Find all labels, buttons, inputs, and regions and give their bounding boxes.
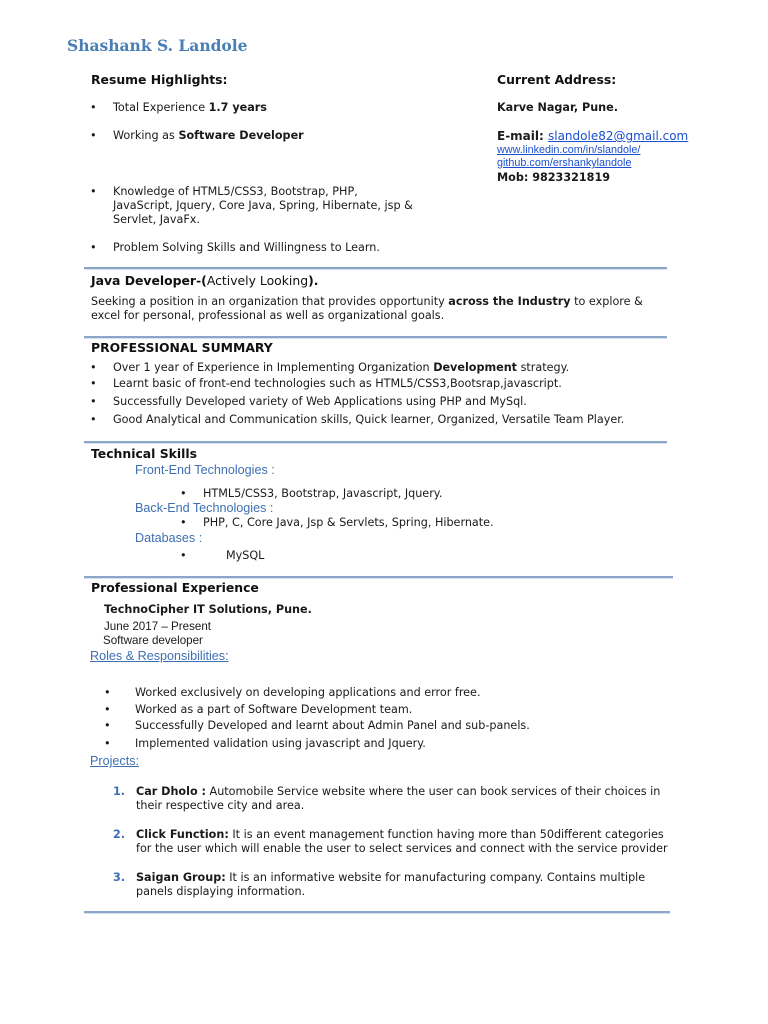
bullet-dot: • — [104, 686, 111, 699]
bullet-dot: • — [90, 377, 97, 390]
section-divider — [84, 267, 667, 269]
address-text: Karve Nagar, Pune. — [497, 101, 618, 114]
highlight-item: Knowledge of HTML5/CSS3, Bootstrap, PHP, JavaScript, Jquery, Core Java, Spring, Hibernate, jsp & Servlet, JavaFx. — [113, 185, 413, 226]
bullet-dot: • — [180, 487, 187, 500]
candidate-name: Shashank S. Landole — [67, 36, 248, 55]
bullet-dot: • — [90, 185, 97, 198]
project-item-continued: for the user which will enable the user to select services and connect with the service provider — [136, 842, 668, 855]
summary-item: Successfully Developed variety of Web Applications using PHP and MySql. — [113, 395, 527, 408]
project-item: Saigan Group: It is an informative website for manufacturing company. Contains multiple — [136, 871, 646, 884]
databases-label: Databases : — [135, 531, 203, 545]
roles-label: Roles & Responsibilities: — [90, 649, 229, 663]
bullet-dot: • — [90, 129, 97, 142]
backend-skills: PHP, C, Core Java, Jsp & Servlets, Spring, Hibernate. — [203, 516, 494, 529]
highlight-item: Problem Solving Skills and Willingness to Learn. — [113, 241, 380, 254]
bullet-dot: • — [90, 413, 97, 426]
projects-label: Projects: — [90, 754, 139, 768]
role-item: Worked exclusively on developing applications and error free. — [135, 686, 481, 699]
objective-title: Java Developer-(Actively Looking). — [91, 273, 319, 288]
highlight-item: Working as Software Developer — [113, 129, 304, 142]
linkedin-link[interactable]: www.linkedin.com/in/slandole/ — [497, 144, 641, 156]
section-divider — [84, 576, 673, 578]
project-item: Car Dholo : Automobile Service website where the user can book services of their choices in — [136, 785, 661, 798]
email-line: E-mail: slandole82@gmail.com — [497, 129, 689, 143]
project-item-continued: their respective city and area. — [136, 799, 305, 812]
frontend-label: Front-End Technologies : — [135, 463, 275, 477]
bullet-dot: • — [180, 516, 187, 529]
bullet-dot: • — [180, 549, 187, 562]
objective-text: Seeking a position in an organization that provides opportunity across the Industry to explore & excel for personal, professional as well as organizational goals. — [91, 295, 643, 322]
bullet-dot: • — [104, 737, 111, 750]
role-item: Implemented validation using javascript and Jquery. — [135, 737, 426, 750]
bullet-dot: • — [90, 395, 97, 408]
bullet-dot: • — [104, 703, 111, 716]
project-number: 2. — [113, 828, 126, 841]
project-number: 1. — [113, 785, 126, 798]
bullet-dot: • — [90, 241, 97, 254]
project-number: 3. — [113, 871, 126, 884]
highlights-heading: Resume Highlights: — [91, 72, 228, 87]
summary-item: Learnt basic of front-end technologies such as HTML5/CSS3,Bootsrap,javascript. — [113, 377, 562, 390]
backend-label: Back-End Technologies : — [135, 501, 274, 515]
project-item: Click Function: It is an event management function having more than 50different categories — [136, 828, 664, 841]
project-item-continued: panels displaying information. — [136, 885, 306, 898]
section-divider — [84, 441, 667, 443]
summary-heading: PROFESSIONAL SUMMARY — [91, 340, 273, 355]
section-divider — [84, 911, 670, 913]
job-role: Software developer — [103, 634, 203, 647]
bullet-dot: • — [90, 361, 97, 374]
summary-item: Over 1 year of Experience in Implementing Organization Development strategy. — [113, 361, 570, 374]
skills-heading: Technical Skills — [91, 446, 197, 461]
company-name: TechnoCipher IT Solutions, Pune. — [104, 603, 312, 616]
role-item: Successfully Developed and learnt about Admin Panel and sub-panels. — [135, 719, 530, 732]
bullet-dot: • — [104, 719, 111, 732]
database-skills: MySQL — [226, 549, 265, 562]
bullet-dot: • — [90, 101, 97, 114]
experience-heading: Professional Experience — [91, 580, 259, 595]
frontend-skills: HTML5/CSS3, Bootstrap, Javascript, Jquery. — [203, 487, 443, 500]
mobile-number: Mob: 9823321819 — [497, 171, 611, 184]
summary-item: Good Analytical and Communication skills, Quick learner, Organized, Versatile Team Player. — [113, 413, 625, 426]
email-link[interactable]: slandole82@gmail.com — [547, 129, 689, 143]
address-heading: Current Address: — [497, 72, 617, 87]
section-divider — [84, 336, 667, 338]
employment-period: June 2017 – Present — [104, 620, 211, 633]
github-link[interactable]: github.com/ershankylandole — [497, 157, 632, 169]
highlight-item: Total Experience 1.7 years — [113, 101, 267, 114]
role-item: Worked as a part of Software Development team. — [135, 703, 413, 716]
